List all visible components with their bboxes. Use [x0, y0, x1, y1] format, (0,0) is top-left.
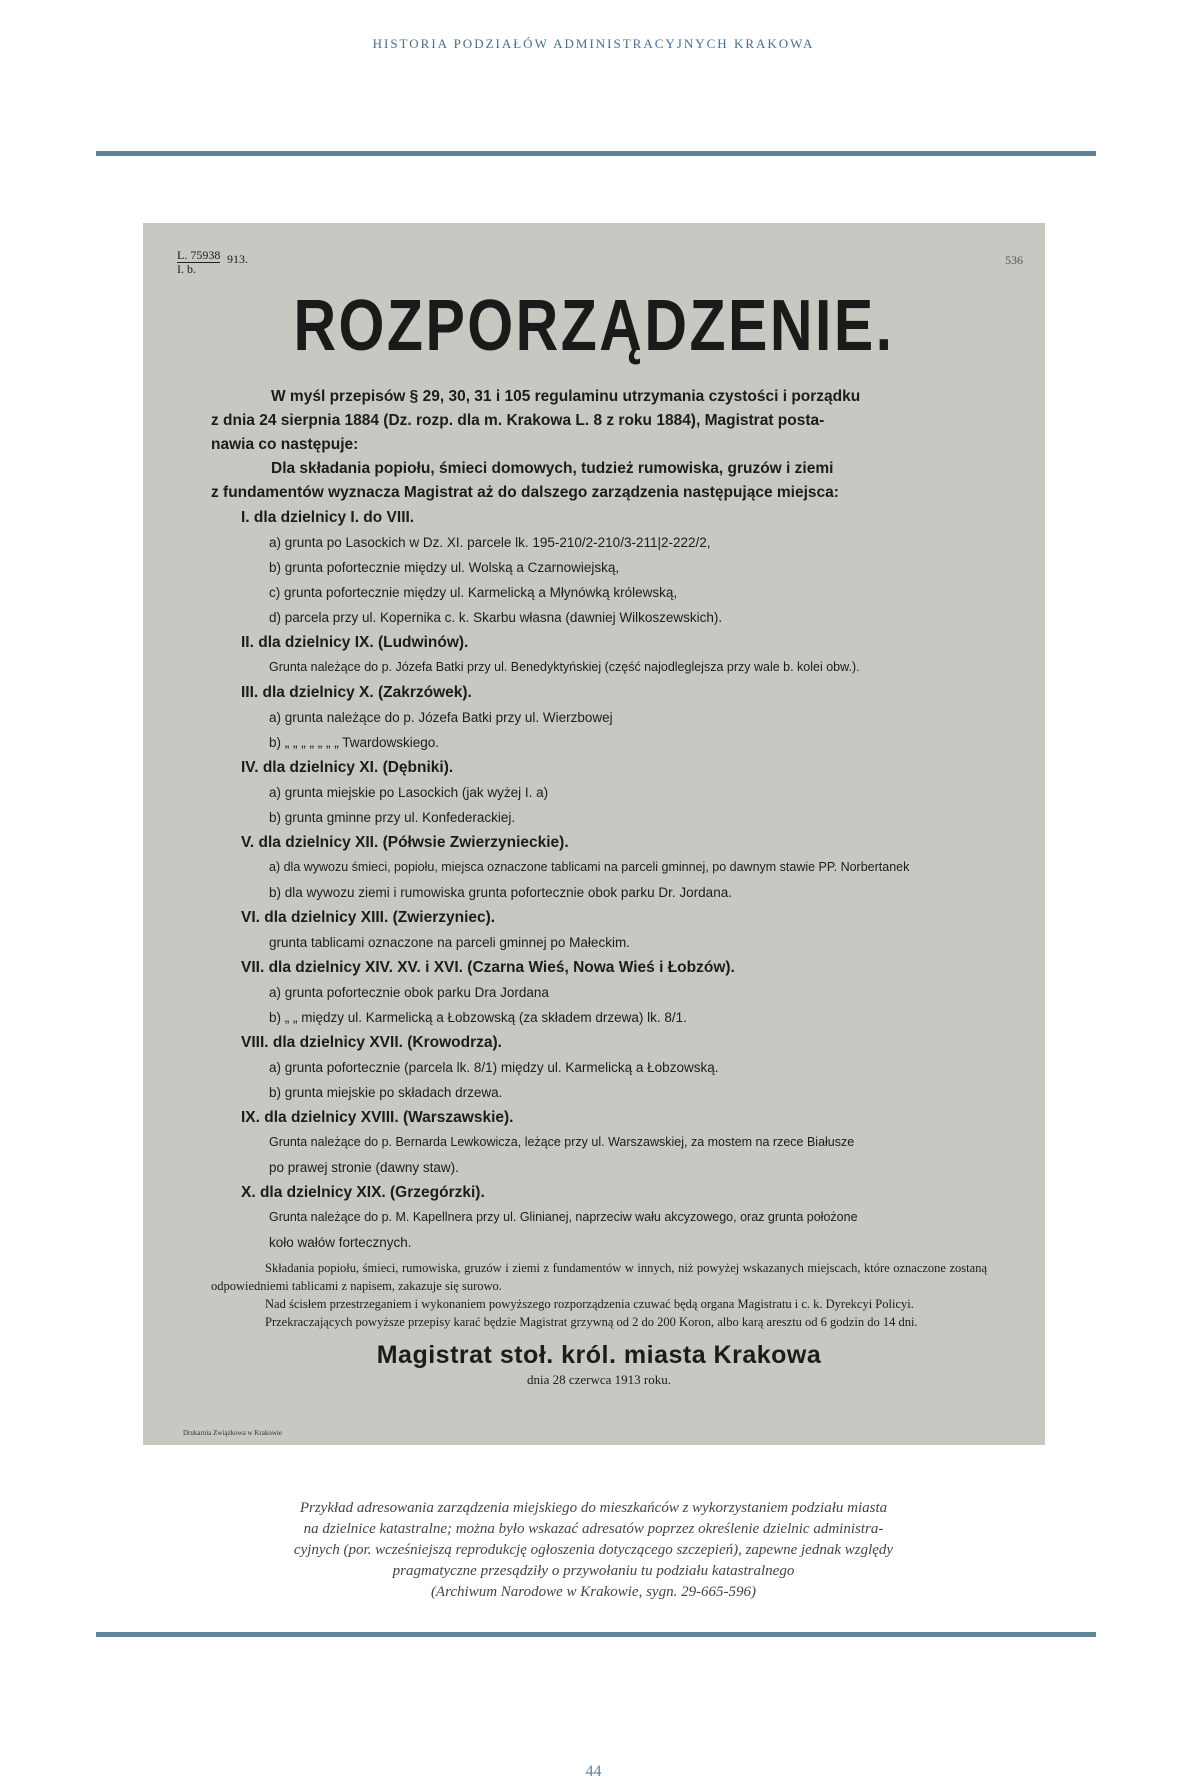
section-item: Grunta należące do p. M. Kapellnera przy ul. Glinianej, naprzeciw wału akcyzowego, oraz grunta położone — [269, 1210, 858, 1224]
section-item: b) grunta pofortecznie między ul. Wolską a Czarnowiejską, — [269, 560, 620, 575]
poster-stamp: 536 — [1005, 253, 1023, 267]
intro-line: Dla składania popiołu, śmieci domowych, tudzież rumowiska, gruzów i ziemi — [271, 460, 834, 477]
section-item: b) grunta gminne przy ul. Konfederackiej. — [269, 810, 516, 825]
poster-signature: Magistrat stoł. król. miasta Krakowa — [376, 1341, 822, 1369]
poster-ref-year: 913. — [227, 252, 248, 266]
figure-caption — [200, 1498, 987, 1603]
intro-line: W myśl przepisów § 29, 30, 31 i 105 regulaminu utrzymania czystości i porządku — [271, 388, 861, 405]
section-1 — [211, 505, 987, 630]
bottom-rule — [96, 1632, 1096, 1637]
caption-line: na dzielnice katastralne; można było wskazać adresatów poprzez określenie dzielnic administra- — [303, 1521, 884, 1537]
closing-paragraph: Nad ścisłem przestrzeganiem i wykonaniem powyższego rozporządzenia czuwać będą organa Magistratu i c. k. Dyrekcyi Policyi. — [265, 1297, 914, 1311]
page-number: 44 — [585, 1763, 602, 1780]
section-head: V. dla dzielnicy XII. (Półwsie Zwierzynieckie). — [241, 834, 569, 851]
poster-reference — [177, 248, 248, 276]
section-7 — [211, 955, 987, 1030]
section-item: po prawej stronie (dawny staw). — [269, 1160, 459, 1175]
caption-line: cyjnych (por. wcześniejszą reprodukcję ogłoszenia dotyczącego szczepień), zapewne jednak względy — [293, 1542, 894, 1558]
section-item: grunta tablicami oznaczone na parceli gminnej po Małeckim. — [269, 935, 630, 950]
section-item: b) dla wywozu ziemi i rumowiska grunta pofortecznie obok parku Dr. Jordana. — [269, 885, 732, 900]
closing-paragraph: Składania popiołu, śmieci, rumowiska, gruzów i ziemi z fundamentów w innych, niż powyżej wskazanych miejscach, które oznaczone zostaną odpowiedniemi tablicami z napisem, zakazuje się surowo. — [211, 1261, 987, 1293]
section-item: Grunta należące do p. Józefa Batki przy ul. Benedyktyńskiej (część najodleglejsza przy wale b. kolei obw.). — [269, 660, 860, 674]
running-header: HISTORIA PODZIAŁÓW ADMINISTRACYJNYCH KRAKOWA — [372, 36, 815, 51]
section-item: a) dla wywozu śmieci, popiołu, miejsca oznaczone tablicami na parceli gminnej, po dawnym stawie PP. Norbertanek — [269, 860, 910, 874]
section-item: Grunta należące do p. Bernarda Lewkowicza, leżące przy ul. Warszawskiej, za mostem na rzece Białusze — [269, 1135, 855, 1149]
section-item: a) grunta po Lasockich w Dz. XI. parcele lk. 195-210/2-210/3-211|2-222/2, — [269, 535, 711, 550]
section-head: X. dla dzielnicy XIX. (Grzegórzki). — [241, 1184, 485, 1201]
section-head: VI. dla dzielnicy XIII. (Zwierzyniec). — [241, 909, 496, 926]
section-head: IX. dla dzielnicy XVIII. (Warszawskie). — [241, 1109, 514, 1126]
section-head: I. dla dzielnicy I. do VIII. — [241, 509, 415, 526]
section-9 — [211, 1105, 987, 1180]
caption-line: (Archiwum Narodowe w Krakowie, sygn. 29-665-596) — [430, 1584, 757, 1600]
section-item: b) grunta miejskie po składach drzewa. — [269, 1085, 503, 1100]
intro-line: z dnia 24 sierpnia 1884 (Dz. rozp. dla m. Krakowa L. 8 z roku 1884), Magistrat posta- — [211, 412, 825, 429]
section-10 — [211, 1180, 987, 1255]
section-head: VIII. dla dzielnicy XVII. (Krowodrza). — [241, 1034, 502, 1051]
section-4 — [211, 755, 987, 830]
section-item: b) „ „ „ „ „ „ „ Twardowskiego. — [269, 735, 440, 750]
intro-line: z fundamentów wyznacza Magistrat aż do dalszego zarządzenia następujące miejsca: — [211, 484, 839, 501]
poster-body — [211, 385, 987, 1388]
section-6 — [211, 905, 987, 955]
poster-closing — [211, 1259, 987, 1331]
poster-intro — [211, 385, 987, 505]
section-item: koło wałów fortecznych. — [269, 1235, 412, 1250]
section-item: d) parcela przy ul. Kopernika c. k. Skarbu własna (dawniej Wilkoszewskich). — [269, 610, 723, 625]
caption-line: pragmatyczne przesądziły o przywołaniu tu podziału katastralnego — [392, 1563, 795, 1579]
section-5 — [211, 830, 987, 905]
section-item: c) grunta pofortecznie między ul. Karmelicką a Młynówką królewską, — [269, 585, 678, 600]
section-2 — [211, 630, 987, 680]
section-item: a) grunta miejskie po Lasockich (jak wyżej I. a) — [269, 785, 549, 800]
section-item: a) grunta pofortecznie (parcela lk. 8/1) między ul. Karmelicką a Łobzowską. — [269, 1060, 719, 1075]
poster-date: dnia 28 czerwca 1913 roku. — [526, 1372, 672, 1387]
poster-ref-lb: I. b. — [177, 262, 196, 276]
caption-line: Przykład adresowania zarządzenia miejskiego do mieszkańców z wykorzystaniem podziału miasta — [299, 1500, 888, 1516]
top-rule — [96, 151, 1096, 156]
poster-title: ROZPORZĄDZENIE. — [293, 286, 895, 366]
section-8 — [211, 1030, 987, 1105]
section-head: III. dla dzielnicy X. (Zakrzówek). — [241, 684, 472, 701]
poster-printer: Drukarnia Związkowa w Krakowie — [183, 1429, 282, 1437]
section-3 — [211, 680, 987, 755]
section-head: II. dla dzielnicy IX. (Ludwinów). — [241, 634, 469, 651]
closing-paragraph: Przekraczających powyższe przepisy karać będzie Magistrat grzywną od 2 do 200 Koron, albo karą aresztu od 6 godzin do 14 dni. — [265, 1315, 918, 1329]
poster-ref-number: L. 75938 — [177, 248, 221, 262]
intro-line: nawia co następuje: — [211, 436, 359, 453]
section-item: a) grunta należące do p. Józefa Batki przy ul. Wierzbowej — [269, 710, 613, 725]
section-item: a) grunta pofortecznie obok parku Dra Jordana — [269, 985, 549, 1000]
section-item: b) „ „ między ul. Karmelicką a Łobzowską (za składem drzewa) lk. 8/1. — [269, 1010, 687, 1025]
poster-reproduction — [143, 223, 1045, 1445]
section-head: IV. dla dzielnicy XI. (Dębniki). — [241, 759, 454, 776]
section-head: VII. dla dzielnicy XIV. XV. i XVI. (Czarna Wieś, Nowa Wieś i Łobzów). — [241, 959, 735, 976]
